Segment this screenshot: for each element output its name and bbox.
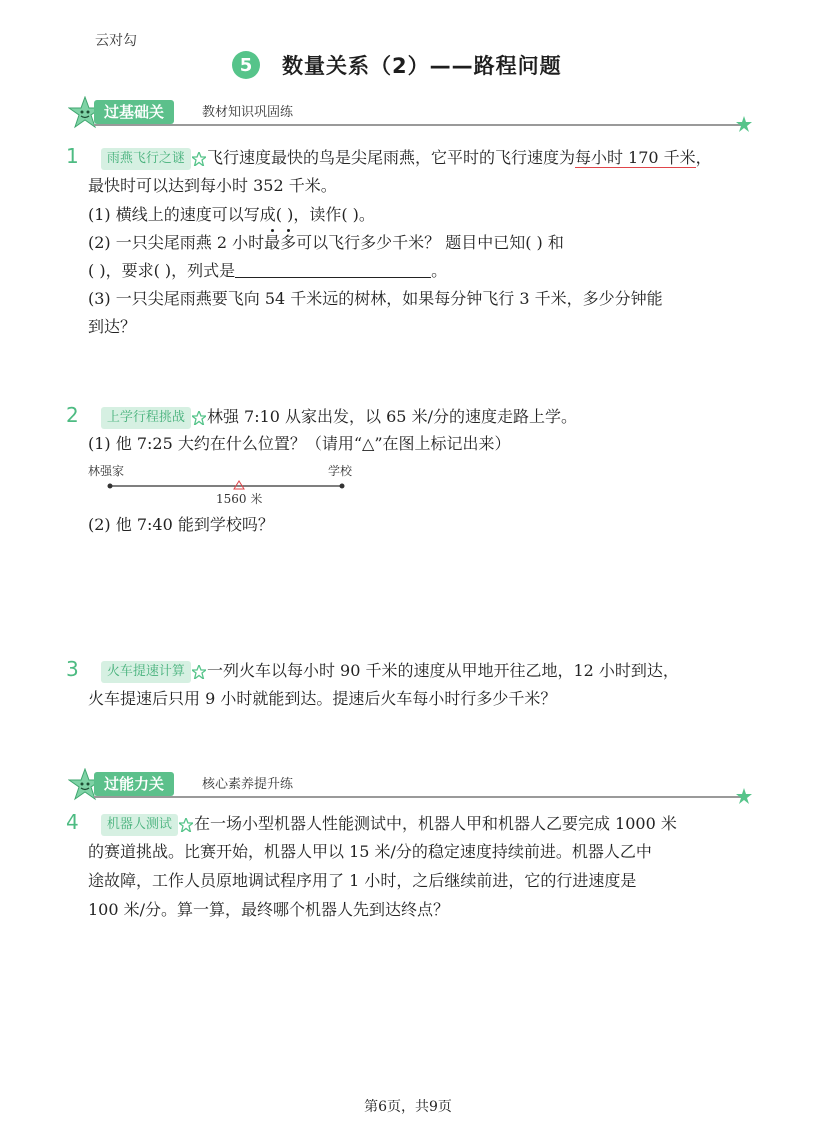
section-header-ability (64, 768, 754, 800)
question-text: 林强 7:10 从家出发，以 65 米/分的速度走路上学。 (206, 407, 577, 426)
question-text: 一列火车以每小时 90 千米的速度从甲地开往乙地，12 小时到达， (206, 661, 679, 680)
question-text: 可以飞行多少千米？ 题目中已知( ) 和 (296, 233, 564, 252)
question-tag: 上学行程挑战 (101, 407, 191, 429)
question-3-line-1 (66, 657, 679, 683)
section-divider (94, 124, 744, 126)
distance-diagram (88, 460, 368, 510)
distance-label: 1560 米 (216, 492, 263, 506)
page-title-row (232, 48, 562, 82)
emphasis-char: 最 (264, 233, 281, 252)
question-1-part-3-line-2: 到达？ (88, 317, 137, 336)
star-icon (192, 665, 206, 679)
question-text: 飞行速度最快的鸟是尖尾雨燕，它平时的飞行速度为 (206, 148, 575, 167)
star-icon (179, 818, 193, 832)
punctuation: ， (695, 148, 712, 167)
question-1-part-3-line-1: (3) 一只尖尾雨燕要飞向 54 千米远的树林，如果每分钟飞行 3 千米，多少分钟能 (88, 289, 663, 308)
home-label: 林强家 (88, 464, 125, 478)
star-end-icon (736, 116, 752, 132)
question-4-line-1 (66, 810, 677, 836)
question-1-line-1 (66, 144, 712, 170)
section-subtitle: 核心素养提升练 (202, 777, 294, 792)
lesson-number-badge: 5 (232, 51, 260, 79)
question-1-line-2: 最快时可以达到每小时 352 千米。 (88, 176, 337, 195)
answer-blank[interactable] (235, 259, 431, 278)
school-point (340, 484, 345, 489)
question-4-line-3: 途故障，工作人员原地调试程序用了 1 小时，之后继续前进，它的行进速度是 (88, 871, 637, 890)
question-4-line-2: 的赛道挑战。比赛开始，机器人甲以 15 米/分的稳定速度持续前进。机器人乙中 (88, 842, 652, 861)
question-number: 4 (66, 810, 79, 834)
question-number: 2 (66, 403, 79, 427)
question-4-line-4: 100 米/分。算一算，最终哪个机器人先到达终点？ (88, 900, 450, 919)
section-badge: 过基础关 (94, 100, 174, 124)
emphasis-char: 多 (280, 233, 297, 252)
question-tag: 火车提速计算 (101, 661, 191, 683)
brand-label: 云对勾 (95, 33, 137, 49)
page-number: 第6页，共9页 (364, 1099, 452, 1115)
question-2-part-1: (1) 他 7:25 大约在什么位置？（请用“△”在图上标记出来） (88, 434, 511, 453)
section-subtitle: 教材知识巩固练 (202, 105, 294, 120)
question-3-line-2: 火车提速后只用 9 小时就能到达。提速后火车每小时行多少千米？ (88, 689, 557, 708)
triangle-marker-icon[interactable] (234, 481, 244, 489)
question-2-part-2: (2) 他 7:40 能到学校吗？ (88, 515, 274, 534)
question-tag: 机器人测试 (101, 814, 178, 836)
punctuation: 。 (431, 261, 448, 280)
question-tag: 雨燕飞行之谜 (101, 148, 191, 170)
home-point (108, 484, 113, 489)
section-badge: 过能力关 (94, 772, 174, 796)
question-text: 在一场小型机器人性能测试中，机器人甲和机器人乙要完成 1000 米 (193, 814, 677, 833)
question-number: 3 (66, 657, 79, 681)
question-text: (2) 一只尖尾雨燕 2 小时 (88, 233, 265, 252)
star-icon (192, 411, 206, 425)
question-number: 1 (66, 144, 79, 168)
school-label: 学校 (328, 464, 353, 478)
page-title: 数量关系（2）——路程问题 (282, 54, 562, 78)
star-icon (192, 152, 206, 166)
section-header-basic (64, 96, 754, 128)
question-text: ( )，要求( )，列式是 (88, 261, 236, 280)
star-end-icon (736, 788, 752, 804)
question-1-part-2-line-1 (88, 231, 564, 255)
underlined-speed: 每小时 170 千米 (574, 148, 696, 167)
section-divider (94, 796, 744, 798)
question-1-part-1: (1) 横线上的速度可以写成( )，读作( )。 (88, 205, 375, 224)
question-1-part-2-line-2 (88, 259, 447, 283)
question-2-line-1 (66, 403, 577, 429)
